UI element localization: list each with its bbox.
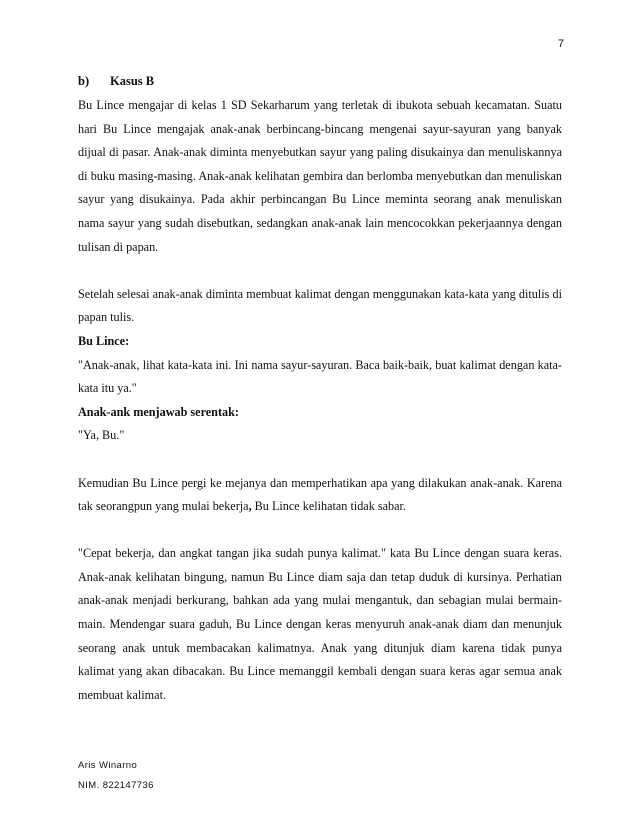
student-id: NIM. 822147736	[78, 780, 154, 791]
page-footer	[78, 756, 154, 796]
paragraph-teacher-waits-comma: ,	[248, 499, 252, 514]
speaker-label-students: Anak-ank menjawab serentak:	[78, 404, 239, 419]
paragraph-intro: Bu Lince mengajar di kelas 1 SD Sekarharum yang terletak di ibukota sebuah kecamatan. Suatu hari Bu Lince mengajak anak-anak berbincang-bincang mengenai sayur-sayuran yang banyak dijual di pasar. Anak-anak diminta menyebutkan sayur yang paling disukainya dan menuliskannya di buku masing-masing. Anak-anak kelihatan gembira dan berlomba menyebutkan dan menuliskan sayur yang disukainya. Pada akhir perbincangan Bu Lince meminta seorang anak menuliskan nama sayur yang sudah disebutkan, sedangkan anak-anak lain mencocokkan pekerjaannya dengan tulisan di papan.	[78, 98, 562, 254]
section-title: Kasus B	[110, 74, 155, 88]
section-letter: b)	[78, 74, 90, 88]
page-number: 7	[557, 38, 564, 50]
paragraph-teacher-waits	[78, 472, 562, 519]
author-name: Aris Winarno	[78, 760, 138, 771]
paragraph-teacher-waits-part2: Bu Lince kelihatan tidak sabar.	[251, 499, 406, 514]
paragraph-instruction: Setelah selesai anak-anak diminta membuat kalimat dengan menggunakan kata-kata yang ditulis di papan tulis.	[78, 286, 562, 325]
dialogue-teacher: "Anak-anak, lihat kata-kata ini. Ini nama sayur-sayuran. Baca baik-baik, buat kalimat dengan kata-kata itu ya."	[78, 357, 562, 396]
dialogue-students: "Ya, Bu."	[78, 428, 125, 443]
paragraph-teacher-waits-part1: Kemudian Bu Lince pergi ke mejanya dan memperhatikan apa yang dilakukan anak-anak. Karena tak seorangpun yang mulai bekerja	[78, 475, 562, 514]
section-heading	[78, 74, 154, 89]
paragraph-classroom: "Cepat bekerja, dan angkat tangan jika sudah punya kalimat." kata Bu Lince dengan suara keras. Anak-anak kelihatan bingung, namun Bu Lince diam saja dan tetap duduk di kursinya. Perhatian anak-anak menjadi berkurang, bahkan ada yang mulai mengantuk, dan sebagian mulai bermain-main. Mendengar suara gaduh, Bu Lince dengan keras menyuruh anak-anak diam dan menunjuk seorang anak untuk membacakan kalimatnya. Anak yang ditunjuk diam karena tidak punya kalimat yang akan dibacakan. Bu Lince memanggil kembali dengan suara keras agar semua anak membuat kalimat.	[78, 546, 562, 702]
speaker-label-teacher: Bu Lince:	[78, 333, 130, 348]
document-body	[78, 94, 562, 707]
